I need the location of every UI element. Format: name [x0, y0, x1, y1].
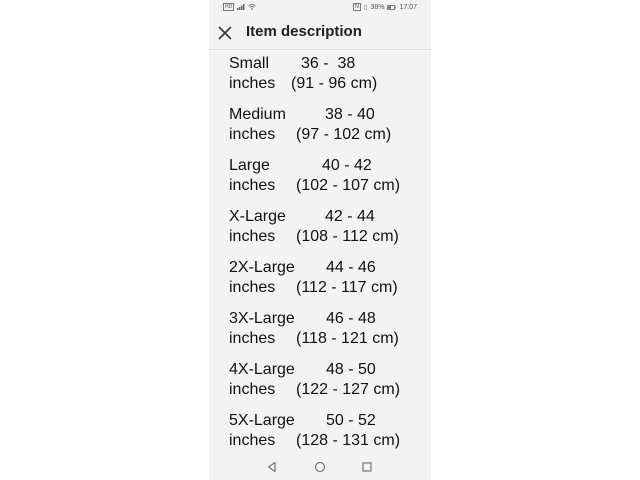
size-inches-range: 46 - 48 — [326, 310, 376, 327]
list-item — [229, 156, 429, 207]
status-time: 17:07 — [399, 3, 417, 11]
status-right — [353, 3, 417, 11]
size-inches-range: 50 - 52 — [326, 412, 376, 429]
size-unit: inches — [229, 75, 276, 92]
size-unit: inches — [229, 177, 276, 194]
status-left — [223, 3, 256, 11]
size-inches-range: 44 - 46 — [326, 259, 376, 276]
home-circle-icon[interactable] — [313, 460, 327, 474]
navigation-bar — [209, 455, 431, 480]
list-item — [229, 360, 429, 411]
list-item — [229, 309, 429, 360]
battery-percent: 38% — [370, 3, 385, 11]
close-icon[interactable] — [217, 25, 233, 41]
size-name: 3X-Large — [229, 310, 295, 327]
size-inches-range: 40 - 42 — [322, 157, 372, 174]
size-name: Large — [229, 157, 270, 174]
size-unit: inches — [229, 432, 276, 449]
size-chart — [229, 54, 429, 462]
wifi-icon — [248, 4, 256, 10]
header-bar — [209, 17, 431, 50]
size-unit: inches — [229, 330, 276, 347]
size-unit: inches — [229, 126, 276, 143]
size-name: 4X-Large — [229, 361, 295, 378]
list-item — [229, 105, 429, 156]
battery-icon — [387, 5, 396, 10]
list-item — [229, 207, 429, 258]
size-cm-range: (102 - 107 cm) — [296, 177, 401, 194]
list-item — [229, 54, 429, 105]
size-name: 5X-Large — [229, 412, 295, 429]
size-inches-range: 42 - 44 — [325, 208, 375, 225]
back-triangle-icon[interactable] — [265, 460, 279, 474]
size-inches-range: 48 - 50 — [326, 361, 376, 378]
size-name: 2X-Large — [229, 259, 295, 276]
size-cm-range: (91 - 96 cm) — [291, 75, 378, 92]
signal-icon — [237, 4, 245, 10]
size-cm-range: (112 - 117 cm) — [296, 279, 398, 296]
size-name: Small — [229, 55, 270, 72]
size-cm-range: (97 - 102 cm) — [296, 126, 392, 143]
phone-screen — [209, 0, 431, 480]
size-cm-range: (118 - 121 cm) — [296, 330, 399, 347]
sim-icon: HD — [225, 4, 233, 10]
size-unit: inches — [229, 228, 276, 245]
size-unit: inches — [229, 279, 276, 296]
page-title: Item description — [246, 23, 362, 40]
list-item — [229, 258, 429, 309]
size-unit: inches — [229, 381, 276, 398]
size-inches-range: 38 - 40 — [325, 106, 375, 123]
size-name: X-Large — [229, 208, 286, 225]
size-cm-range: (122 - 127 cm) — [296, 381, 401, 398]
status-bar — [209, 0, 431, 14]
nfc-icon: N — [354, 4, 360, 10]
size-cm-range: (128 - 131 cm) — [296, 432, 401, 449]
recents-square-icon[interactable] — [360, 460, 374, 474]
size-inches-range: 36 - 38 — [301, 55, 356, 72]
size-name: Medium — [229, 106, 286, 123]
size-cm-range: (108 - 112 cm) — [296, 228, 399, 245]
vibrate-icon: ▯ — [364, 4, 368, 11]
